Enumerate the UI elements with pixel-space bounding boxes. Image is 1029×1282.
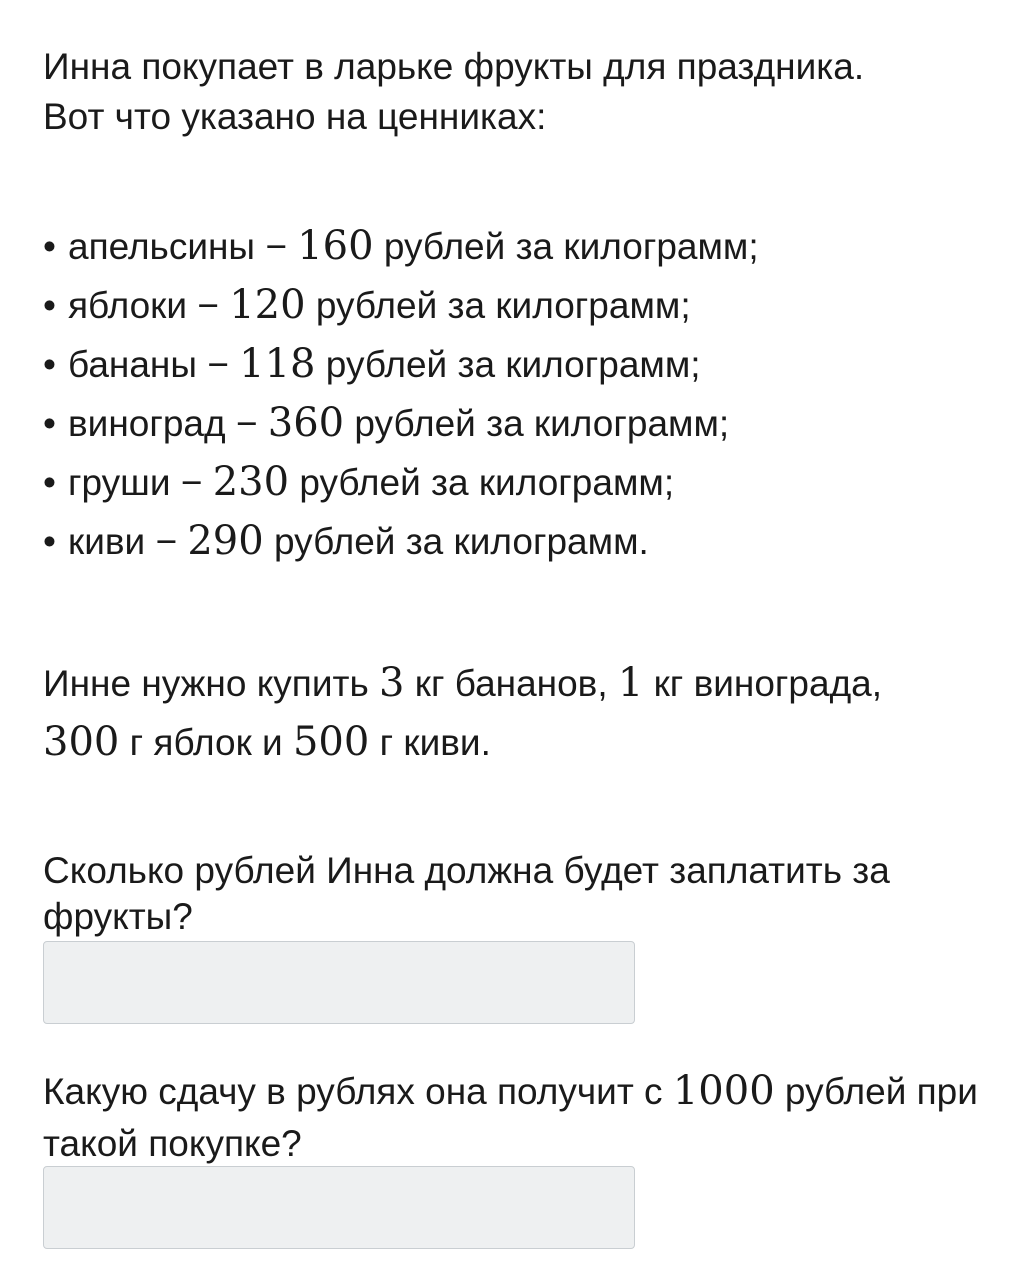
text-fragment: г киви. [369, 722, 491, 763]
quantity-value: 1 [617, 660, 644, 706]
task-content [43, 42, 993, 1164]
price-value: 360 [267, 400, 345, 446]
price-value: 290 [187, 518, 264, 564]
price-value: 118 [239, 341, 316, 387]
quantity-value: 3 [379, 660, 405, 706]
price-item-pears [43, 453, 759, 512]
question-1-text: Сколько рублей Инна должна будет заплатить за фрукты? [43, 850, 890, 937]
price-value: 160 [297, 223, 374, 269]
question-2-text [43, 1065, 993, 1170]
bullet-icon: • [43, 344, 56, 385]
bullet-icon: • [43, 462, 56, 503]
text-fragment: г яблок и [119, 722, 293, 763]
bullet-icon: • [43, 226, 56, 267]
dash: − [265, 226, 287, 267]
price-item-apples [43, 276, 759, 335]
price-item-kiwi [43, 512, 759, 571]
text-fragment: кг винограда, [643, 663, 883, 704]
fruit-name: бананы [68, 344, 197, 385]
answer-2-input[interactable] [43, 1166, 635, 1249]
fruit-name: киви [68, 521, 146, 562]
text-fragment: кг бананов, [404, 663, 618, 704]
dash: − [207, 344, 229, 385]
dash: − [235, 403, 258, 444]
price-unit: рублей за килограмм; [354, 403, 730, 444]
price-unit: рублей за килограмм; [383, 226, 759, 267]
price-value: 230 [212, 459, 290, 505]
text-fragment: Инне нужно купить [43, 663, 380, 704]
purchase-text [43, 654, 993, 772]
amount-value: 1000 [672, 1068, 775, 1114]
answer-1-input[interactable] [43, 941, 635, 1024]
fruit-name: виноград [68, 403, 226, 444]
fruit-name: апельсины [68, 226, 256, 267]
price-unit: рублей за килограмм; [299, 462, 675, 503]
bullet-icon: • [43, 521, 56, 562]
dash: − [197, 285, 219, 326]
quantity-value: 300 [43, 719, 120, 765]
price-item-grapes [43, 394, 759, 453]
intro-line-2: Вот что указано на ценниках: [43, 96, 547, 137]
text-fragment: рублей при такой покупке? [43, 1071, 978, 1164]
bullet-icon: • [43, 285, 56, 326]
price-item-bananas [43, 335, 759, 394]
fruit-name: груши [68, 462, 171, 503]
quantity-value: 500 [292, 719, 370, 765]
price-list [43, 217, 759, 571]
intro-line-1: Инна покупает в ларьке фрукты для праздника. [43, 46, 865, 87]
price-item-oranges [43, 217, 759, 276]
dash: − [155, 521, 178, 562]
fruit-name: яблоки [68, 285, 188, 326]
price-unit: рублей за килограмм; [315, 285, 691, 326]
bullet-icon: • [43, 403, 56, 444]
dash: − [180, 462, 203, 503]
price-value: 120 [229, 282, 306, 328]
price-unit: рублей за килограмм. [274, 521, 649, 562]
text-fragment: Какую сдачу в рублях она получит с [43, 1071, 673, 1112]
intro-text [43, 42, 993, 142]
price-unit: рублей за килограмм; [325, 344, 701, 385]
